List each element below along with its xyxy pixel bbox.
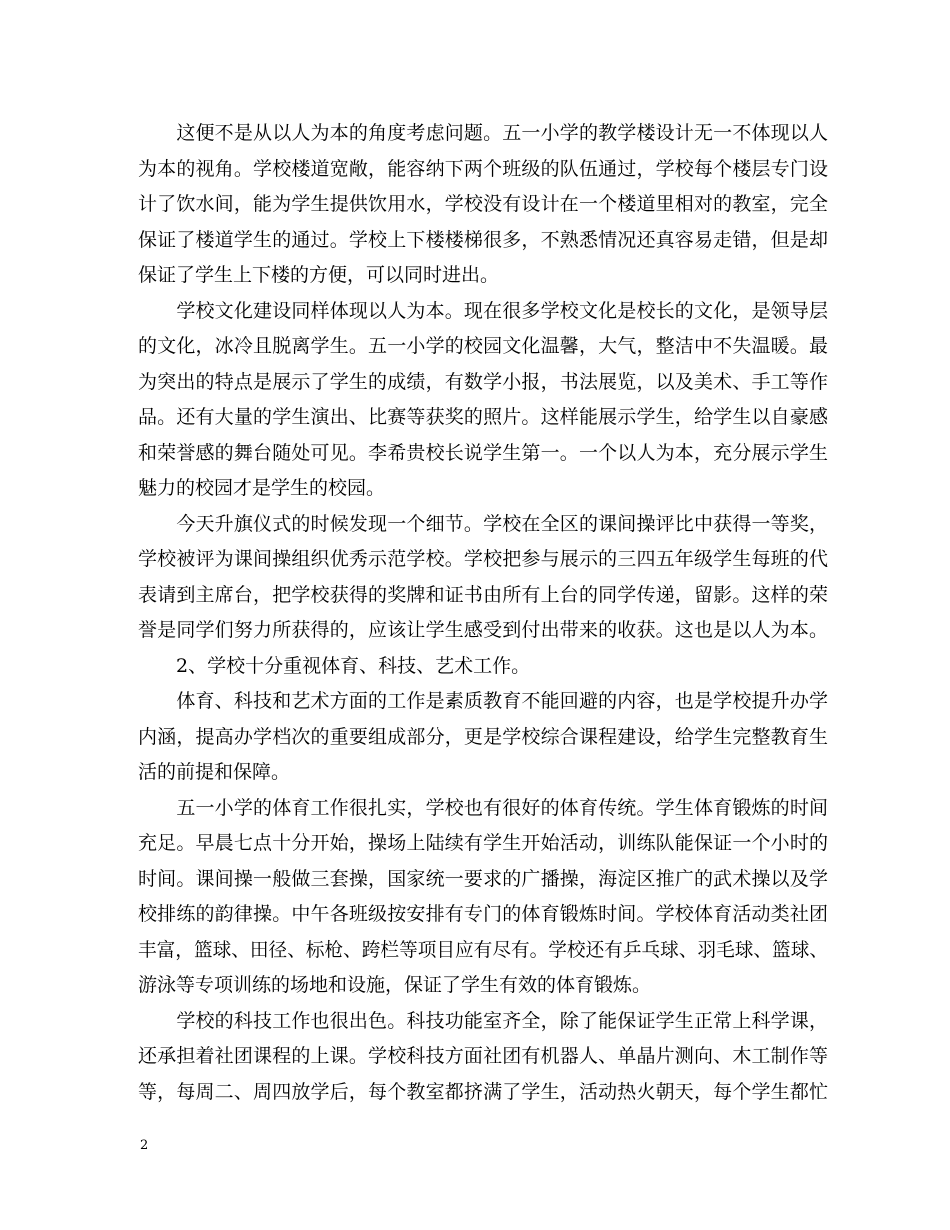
text-line: 和荣誉感的舞台随处可见。李希贵校长说学生第一。一个以人为本，充分展示学生	[138, 441, 829, 464]
text-line: 活的前提和保障。	[138, 761, 291, 783]
text-line: 表请到主席台，把学校获得的奖牌和证书由所有上台的同学传递，留影。这样的荣	[138, 583, 829, 606]
text-line: 等，每周二、周四放学后，每个教室都挤满了学生，活动热火朝天，每个学生都忙	[138, 1080, 829, 1103]
text-line: 为突出的特点是展示了学生的成绩，有数学小报，书法展览，以及美术、手工等作	[138, 370, 829, 393]
text-line: 学校被评为课间操组织优秀示范学校。学校把参与展示的三四五年级学生每班的代	[138, 548, 829, 570]
text-line: 时间。课间操一般做三套操，国家统一要求的广播操，海淀区推广的武术操以及学	[138, 867, 829, 890]
text-line: 魅力的校园才是学生的校园。	[138, 477, 386, 499]
text-line: 的文化，冰冷且脱离学生。五一小学的校园文化温馨，大气，整洁中不失温暖。最	[138, 335, 829, 357]
text-line: 学校的科技工作也很出色。科技功能室齐全，除了能保证学生正常上科学课，	[138, 1009, 829, 1032]
text-line: 这便不是从以人为本的角度考虑问题。五一小学的教学楼设计无一不体现以人	[138, 122, 829, 144]
text-line: 今天升旗仪式的时候发现一个细节。学校在全区的课间操评比中获得一等奖，	[138, 512, 829, 535]
text-line: 保证了楼道学生的通过。学校上下楼楼梯很多，不熟悉情况还真容易走错，但是却	[138, 228, 829, 251]
text-line: 内涵，提高办学档次的重要组成部分，更是学校综合课程建设，给学生完整教育生	[138, 725, 829, 748]
text-line: 充足。早晨七点十分开始，操场上陆续有学生开始活动，训练队能保证一个小时的	[138, 832, 829, 854]
text-line: 体育、科技和艺术方面的工作是素质教育不能回避的内容，也是学校提升办学	[138, 690, 829, 712]
text-line: 2、学校十分重视体育、科技、艺术工作。	[138, 654, 531, 677]
text-line: 品。还有大量的学生演出、比赛等获奖的照片。这样能展示学生，给学生以自豪感	[138, 406, 829, 428]
text-line: 还承担着社团课程的上课。学校科技方面社团有机器人、单晶片测向、木工制作等	[138, 1045, 829, 1067]
text-line: 游泳等专项训练的场地和设施，保证了学生有效的体育锻炼。	[138, 974, 652, 996]
text-line: 誉是同学们努力所获得的，应该让学生感受到付出带来的收获。这也是以人为本。	[138, 619, 829, 641]
text-line: 为本的视角。学校楼道宽敞，能容纳下两个班级的队伍通过，学校每个楼层专门设	[138, 157, 829, 180]
page-number: 2	[140, 1138, 149, 1153]
text-line: 保证了学生上下楼的方便，可以同时进出。	[138, 264, 500, 286]
text-line: 学校文化建设同样体现以人为本。现在很多学校文化是校长的文化，是领导层	[138, 299, 829, 322]
text-line: 丰富，篮球、田径、标枪、跨栏等项目应有尽有。学校还有乒乓球、羽毛球、篮球、	[138, 938, 829, 961]
text-line: 计了饮水间，能为学生提供饮用水，学校没有设计在一个楼道里相对的教室，完全	[138, 193, 829, 215]
text-line: 五一小学的体育工作很扎实，学校也有很好的体育传统。学生体育锻炼的时间	[138, 796, 829, 819]
text-line: 校排练的韵律操。中午各班级按安排有专门的体育锻炼时间。学校体育活动类社团	[138, 903, 829, 925]
